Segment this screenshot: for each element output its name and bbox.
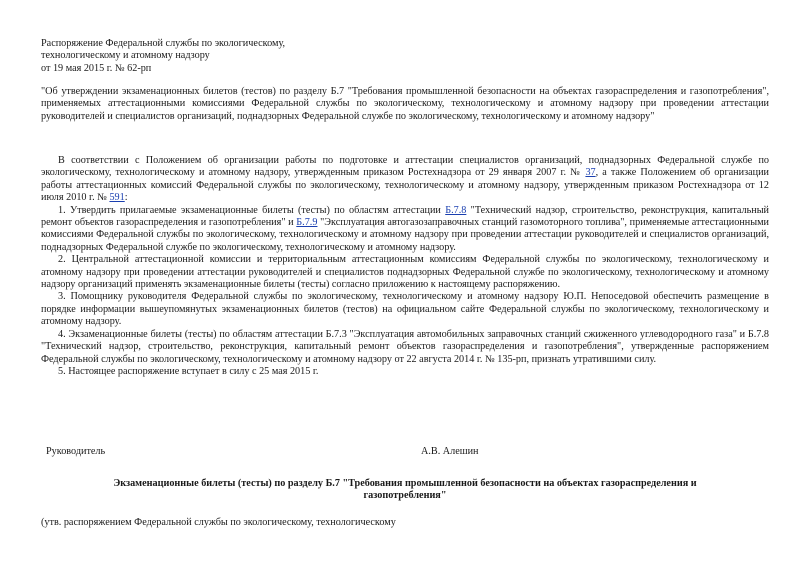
intro-paragraph — [41, 155, 769, 205]
area-b79-link[interactable]: Б.7.9 — [296, 217, 318, 229]
document-subject: "Об утверждении экзаменационных билетов (тестов) по разделу Б.7 "Требования промышленной безопасности на объектах газораспределения и газопотребления", применяемых аттестационными комиссиями Федеральной службы по экологическому, технологическому и атомному надзору при проведении аттестации руководителей и специалистов организаций, поднадзорных Федеральной службе по экологическому, технологическому и атомному надзору" — [41, 86, 769, 122]
item-3-paragraph: 3. Помощнику руководителя Федеральной службы по экологическому, технологическому и атомному надзору Ю.П. Непоседовой обеспечить размещение в порядке информации вышеупомянутых экзаменационных билетов (тестов) на официальном сайте Федеральной службы по экологическому, технологическому и атомному надзору. — [41, 291, 769, 328]
signature-block — [46, 446, 606, 460]
appendix-title: Экзаменационные билеты (тесты) по разделу Б.7 "Требования промышленной безопасности на объектах газораспределения и газопотребления" — [113, 478, 697, 502]
item-1-text-c: "Эксплуатация автогазозаправочных станций газомоторного топлива", применяемые аттестационными комиссиями Федеральной службы по экологическому, технологическому и атомному надзору при проведении аттестации руководителей и специалистов организаций, поднадзорных Федеральной службе по экологическому, технологическому и атомному надзору. — [41, 217, 769, 253]
header-line-issuer-cont: технологическому и атомному надзору — [41, 50, 210, 62]
intro-text-c: : — [124, 192, 128, 204]
order-37-link[interactable]: 37 — [585, 167, 596, 179]
document-body — [41, 155, 769, 378]
intro-text-a: В соответствии с Положением об организации работы по подготовке и аттестации специалистов организаций, поднадзорных Федеральной службе по экологическому, технологическому и атомному надзору, утвержденным приказом Ростехнадзора от 29 января 2007 г. № — [41, 155, 769, 179]
area-b78-link[interactable]: Б.7.8 — [445, 204, 467, 216]
header-line-date-number: от 19 мая 2015 г. № 62-рп — [41, 62, 152, 74]
item-1-text-b: "Технический надзор, строительство, реконструкция, капитальный ремонт объектов газораспределения и газопотребления" и — [41, 204, 769, 229]
header-line-issuer: Распоряжение Федеральной службы по экологическому, — [41, 38, 286, 49]
signature-name: А.В. Алешин — [421, 446, 479, 457]
item-1-text-a: 1. Утвердить прилагаемые экзаменационные билеты (тесты) по областям аттестации — [58, 204, 446, 216]
item-2-paragraph: 2. Центральной аттестационной комиссии и территориальным аттестационным комиссиям Федеральной службы по экологическому, технологическому и атомному надзору при проведении аттестации руководителей и специалистов поднадзорных Федеральной службе по экологическому, технологическому и атомному надзору организаций применять экзаменационные билеты (тесты) согласно приложению к настоящему распоряжению. — [41, 254, 769, 291]
item-1-paragraph — [41, 205, 769, 255]
signature-role: Руководитель — [46, 446, 106, 457]
approval-note: (утв. распоряжением Федеральной службы по экологическому, технологическому — [41, 517, 396, 528]
document-header — [41, 38, 461, 75]
item-5-paragraph: 5. Настоящее распоряжение вступает в силу с 25 мая 2015 г. — [58, 365, 319, 377]
intro-text-b: , а также Положением об организации работы аттестационных комиссий Федеральной службы по экологическому, технологическому и атомному надзору, утвержденным приказом Ростехнадзора от 12 июля 2010 г. № — [41, 167, 769, 204]
item-4-paragraph: 4. Экзаменационные билеты (тесты) по областям аттестации Б.7.3 "Эксплуатация автомобильных заправочных станций сжиженного углеводородного газа" и Б.7.8 "Технический надзор, строительство, реконструкция, капитальный ремонт объектов газораспределения и газопотребления", утвержденные распоряжением Федеральной службы по экологическому, технологическому и атомному надзору от 22 августа 2014 г. № 135-рп, признать утратившими силу. — [41, 328, 769, 365]
order-591-link[interactable]: 591 — [109, 192, 125, 204]
